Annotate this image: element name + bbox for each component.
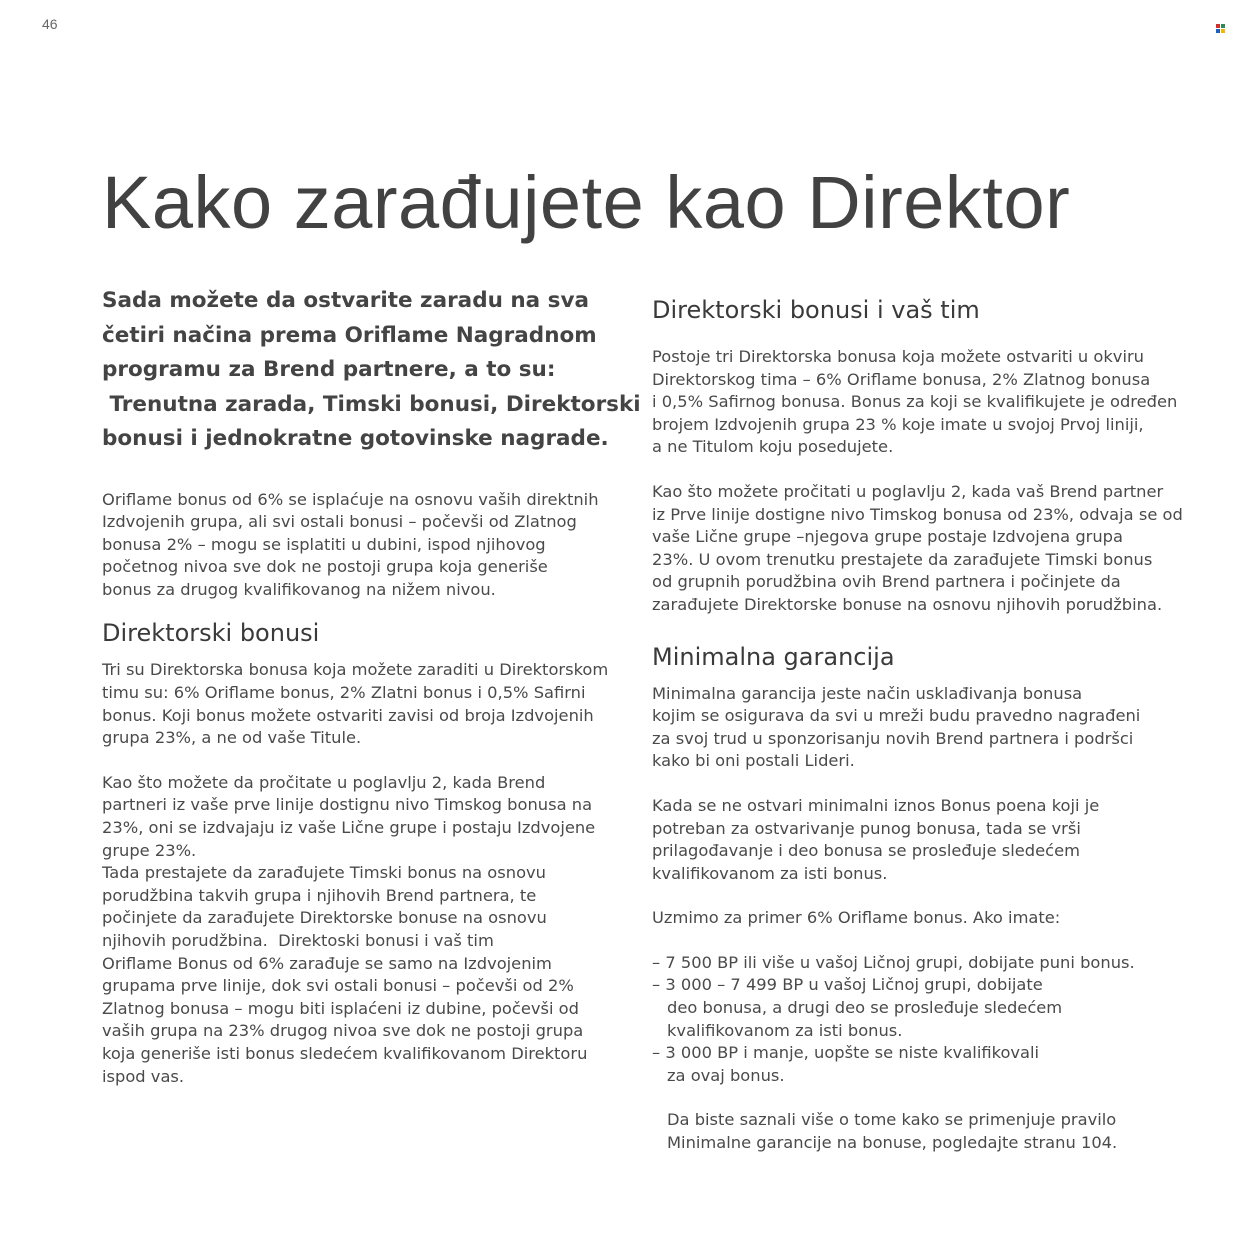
intro-line: programu za Brend partnere, a to su:	[102, 357, 556, 382]
text-line: bonus. Koji bonus možete ostvariti zavisi od broja Izdvojenih	[102, 705, 594, 725]
reference-paragraph	[652, 1109, 1172, 1154]
text-line: Tri su Direktorska bonusa koja možete zaraditi u Direktorskom	[102, 660, 609, 680]
text-line: njihovih porudžbina. Direktoski bonusi i vaš tim	[102, 931, 494, 950]
right-column	[652, 294, 1183, 1155]
text-line: iz Prve linije dostigne nivo Timskog bonusa od 23%, odvaja se od	[652, 504, 1183, 524]
list-item: – 7 500 BP ili više u vašoj Ličnoj grupi, dobijate puni bonus.	[652, 952, 1135, 972]
text-line: vaše Lične grupe –njegova grupe postaje Izdvojena grupa	[652, 527, 1123, 547]
text-line: ispod vas.	[102, 1066, 185, 1086]
text-line: Kada se ne ostvari minimalni iznos Bonus poena koji je	[652, 795, 1100, 815]
list-item-continuation: kvalifikovanom za isti bonus.	[667, 1020, 903, 1040]
list-item-continuation: deo bonusa, a drugi deo se prosleđuje sledećem	[667, 998, 1063, 1018]
intro-line: bonusi i jednokratne gotovinske nagrade.	[102, 426, 609, 451]
list-item-continuation: za ovaj bonus.	[667, 1065, 785, 1085]
text-line: koja generiše isti bonus sledećem kvalifikovanom Direktoru	[102, 1043, 588, 1063]
text-line: kvalifikovanom za isti bonus.	[652, 863, 888, 883]
text-line: Tada prestajete da zarađujete Timski bonus na osnovu	[102, 863, 546, 883]
text-line: kako bi oni postali Lideri.	[652, 751, 855, 771]
text-line: bonusa 2% – mogu se isplatiti u dubini, ispod njihovog	[102, 534, 546, 554]
direktorski-bonusi-paragraph	[102, 659, 612, 749]
list-item: – 3 000 – 7 499 BP u vašoj Ličnoj grupi, dobijate	[652, 975, 1043, 995]
list-item: – 3 000 BP i manje, uopšte se niste kvalifikovali	[652, 1043, 1040, 1063]
text-line: bonus za drugog kvalifikovanog na nižem nivou.	[102, 579, 496, 599]
text-line: od grupnih porudžbina ovih Brend partnera i počinjete da	[652, 572, 1121, 592]
text-line: kojim se osigurava da svi u mreži budu pravedno nagrađeni	[652, 706, 1141, 726]
text-line: zarađujete Direktorske bonuse na osnovu njihovih porudžbina.	[652, 594, 1163, 614]
brand-logo-icon	[1216, 24, 1225, 33]
poglavlje-2-paragraph	[652, 481, 1183, 617]
text-line: Kao što možete pročitati u poglavlju 2, kada vaš Brend partner	[652, 481, 1164, 501]
text-line: vaših grupa na 23% drugog nivoa sve dok ne postoji grupa	[102, 1021, 584, 1041]
text-line: počinjete da zarađujete Direktorske bonuse na osnovu	[102, 908, 547, 928]
text-line: Oriflame bonus od 6% se isplaćuje na osnovu vaših direktnih	[102, 489, 599, 509]
text-line: Minimalne garancije na bonuse, pogledajte stranu 104.	[667, 1133, 1118, 1153]
intro-line: četiri načina prema Oriflame Nagradnom	[102, 322, 597, 348]
text-line: partneri iz vaše prve linije dostignu nivo Timskog bonusa na	[102, 795, 593, 815]
text-line: Minimalna garancija jeste način usklađivanja bonusa	[652, 683, 1083, 703]
text-line: Postoje tri Direktorska bonusa koja možete ostvariti u okviru	[652, 347, 1144, 366]
text-line: grupa 23%, a ne od vaše Titule.	[102, 728, 362, 748]
text-line: Kao što možete da pročitate u poglavlju 2, kada Brend	[102, 772, 546, 792]
text-line: grupama prve linije, dok svi ostali bonusi – počevši od 2%	[102, 976, 574, 996]
text-line: Oriflame Bonus od 6% zarađuje se samo na Izdvojenim	[102, 953, 552, 973]
section-heading-direktorski-bonusi-tim: Direktorski bonusi i vaš tim	[652, 296, 980, 324]
text-line: timu su: 6% Oriflame bonus, 2% Zlatni bonus i 0,5% Safirni	[102, 683, 586, 703]
section-heading-minimalna-garancija: Minimalna garancija	[652, 642, 895, 671]
izdvojene-grupe-paragraph	[102, 772, 612, 1088]
bonus-poeni-paragraph	[652, 795, 1172, 885]
intro-lead	[102, 284, 641, 457]
left-column	[102, 284, 641, 1088]
page-number: 46	[42, 16, 58, 32]
minimalna-garancija-paragraph	[652, 683, 1172, 773]
text-line: a ne Titulom koju posedujete.	[652, 437, 894, 457]
intro-line: Sada možete da ostvarite zaradu na sva	[102, 288, 589, 313]
primer-paragraph	[652, 907, 1172, 930]
bonus-thresholds-list	[652, 952, 1172, 1088]
text-line: porudžbina takvih grupa i njihovih Brend partnera, te	[102, 885, 537, 905]
text-line: 23%, oni se izdvajaju iz vaše Lične grupe i postaju Izdvojene	[102, 818, 596, 838]
text-line: 23%. U ovom trenutku prestajete da zarađujete Timski bonus	[652, 549, 1153, 569]
text-line: grupe 23%.	[102, 840, 197, 860]
text-line: Izdvojenih grupa, ali svi ostali bonusi – počevši od Zlatnog	[102, 512, 577, 532]
text-line: potreban za ostvarivanje punog bonusa, tada se vrši	[652, 818, 1081, 838]
text-line: prilagođavanje i deo bonusa se prosleđuje sledećem	[652, 841, 1080, 861]
text-line: Zlatnog bonusa – mogu biti isplaćeni iz dubine, počevši od	[102, 998, 579, 1018]
page-title: Kako zarađujete kao Direktor	[102, 161, 1071, 244]
intro-line: Trenutna zarada, Timski bonusi, Direktorski	[102, 391, 641, 417]
text-line: brojem Izdvojenih grupa 23 % koje imate u svojoj Prvoj liniji,	[652, 414, 1144, 434]
text-line: početnog nivoa sve dok ne postoji grupa koja generiše	[102, 557, 548, 577]
direktorski-tim-paragraph	[652, 346, 1178, 459]
text-line: Direktorskog tima – 6% Oriflame bonusa, 2% Zlatnog bonusa	[652, 369, 1151, 389]
text-line: Uzmimo za primer 6% Oriflame bonus. Ako imate:	[652, 908, 1061, 928]
text-line: Da biste saznali više o tome kako se primenjuje pravilo	[667, 1110, 1117, 1130]
text-line: i 0,5% Safirnog bonusa. Bonus za koji se kvalifikujete je određen	[652, 392, 1178, 412]
oriflame-bonus-paragraph	[102, 489, 612, 602]
section-heading-direktorski-bonusi: Direktorski bonusi	[102, 619, 320, 648]
text-line: za svoj trud u sponzorisanju novih Brend partnera i podršci	[652, 728, 1134, 748]
